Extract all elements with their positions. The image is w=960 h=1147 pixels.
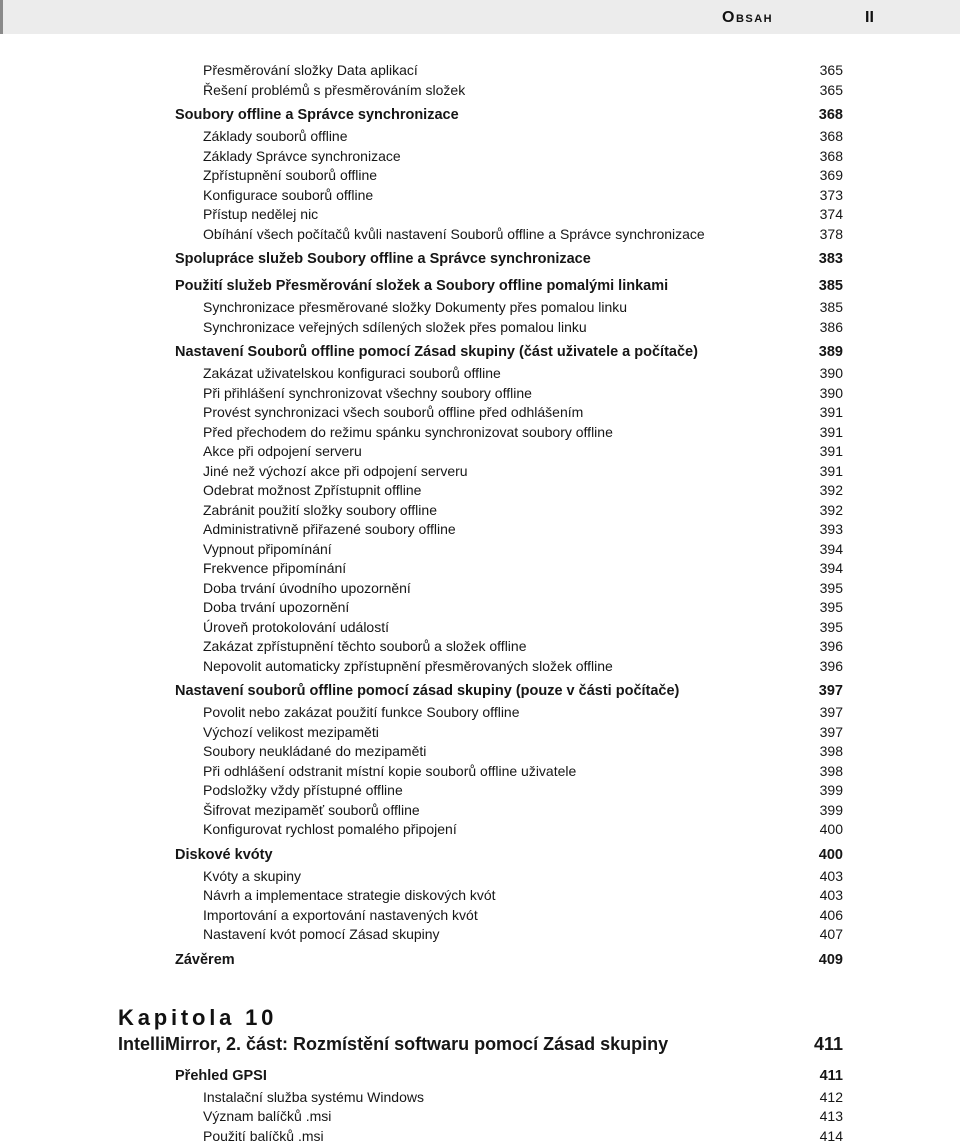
entry-title: Spolupráce služeb Soubory offline a Správce synchronizace	[175, 251, 591, 267]
toc-subsection-entry	[118, 1107, 843, 1127]
entry-title: Odebrat možnost Zpřístupnit offline	[203, 482, 422, 498]
toc-subsection-entry	[118, 147, 843, 167]
toc-subsection-entry	[118, 81, 843, 101]
entry-page-number: 398	[819, 762, 843, 779]
toc-subsection-entry	[118, 481, 843, 501]
toc-section-entry	[118, 104, 843, 127]
running-header-title: Obsah	[722, 9, 774, 26]
entry-title: Zakázat uživatelskou konfiguraci souborů offline	[203, 365, 501, 381]
entry-page-number: 394	[819, 560, 843, 576]
toc-subsection-entry	[118, 166, 843, 186]
entry-page-number: 391	[819, 404, 843, 420]
chapter-entries	[118, 1056, 843, 1146]
entry-page-number: 409	[818, 951, 843, 968]
entry-page-number: 396	[819, 638, 843, 654]
toc-subsection-entry	[118, 906, 843, 926]
toc-section-entry	[118, 949, 843, 972]
entry-title: Doba trvání upozornění	[203, 599, 350, 615]
entry-page-number: 403	[819, 887, 843, 903]
toc-subsection-entry	[118, 127, 843, 147]
entry-title: Administrativně přiřazené soubory offline	[203, 521, 456, 537]
entry-title: Konfigurovat rychlost pomalého připojení	[203, 821, 457, 837]
toc-subsection-entry	[118, 781, 843, 801]
entry-page-number: 395	[819, 579, 843, 596]
entry-title: Před přechodem do režimu spánku synchronizovat soubory offline	[203, 423, 613, 440]
entry-title: Základy souborů offline	[203, 128, 348, 144]
entry-title: Nastavení kvót pomocí Zásad skupiny	[203, 926, 440, 942]
toc-subsection-entry	[118, 186, 843, 206]
entry-title: Význam balíčků .msi	[203, 1108, 332, 1124]
toc-subsection-entry	[118, 442, 843, 462]
entry-page-number: 368	[818, 107, 843, 123]
entry-title: Úroveň protokolování událostí	[203, 618, 389, 635]
toc-subsection-entry	[118, 820, 843, 840]
entry-page-number: 391	[819, 443, 843, 459]
entry-title: Instalační služba systému Windows	[203, 1088, 424, 1105]
running-header-page-number: II	[865, 9, 874, 26]
toc-subsection-entry	[118, 298, 843, 318]
entry-title: Závěrem	[175, 951, 235, 968]
entry-page-number: 407	[819, 926, 843, 942]
entry-title: Návrh a implementace strategie diskových kvót	[203, 887, 496, 903]
toc-subsection-entry	[118, 318, 843, 338]
toc-subsection-entry	[118, 61, 843, 81]
entry-page-number: 397	[819, 723, 843, 740]
entry-title: Nastavení Souborů offline pomocí Zásad skupiny (část uživatele a počítače)	[175, 344, 698, 360]
entry-title: Synchronizace veřejných sdílených složek přes pomalou linku	[203, 318, 587, 335]
entry-page-number: 394	[819, 540, 843, 557]
entry-title: Akce při odpojení serveru	[203, 443, 362, 459]
entry-title: Soubory offline a Správce synchronizace	[175, 107, 459, 123]
toc-subsection-entry	[118, 703, 843, 723]
entry-title: Přehled GPSI	[175, 1067, 267, 1084]
entry-page-number: 395	[819, 618, 843, 635]
toc-section-entry	[118, 248, 843, 271]
toc-subsection-entry	[118, 762, 843, 782]
entry-page-number: 374	[819, 206, 843, 222]
entry-title: Nepovolit automaticky zpřístupnění přesměrovaných složek offline	[203, 657, 613, 674]
toc-subsection-entry	[118, 384, 843, 404]
toc-subsection-entry	[118, 801, 843, 821]
toc-section-entry	[118, 275, 843, 298]
entry-page-number: 373	[819, 186, 843, 203]
toc-subsection-entry	[118, 598, 843, 618]
entry-title: Doba trvání úvodního upozornění	[203, 579, 411, 596]
entry-page-number: 368	[819, 147, 843, 164]
entry-page-number: 369	[819, 167, 843, 183]
toc-subsection-entry	[118, 618, 843, 638]
entry-page-number: 383	[818, 251, 843, 267]
entry-title: Jiné než výchozí akce při odpojení serveru	[203, 462, 468, 479]
entry-title: Obíhání všech počítačů kvůli nastavení Souborů offline a Správce synchronizace	[203, 225, 705, 242]
entry-page-number: 365	[819, 62, 843, 78]
entry-page-number: 392	[819, 482, 843, 498]
toc-subsection-entry	[118, 423, 843, 443]
entry-page-number: 389	[818, 344, 843, 360]
entry-title: Kvóty a skupiny	[203, 867, 302, 884]
entry-page-number: 398	[819, 743, 843, 759]
toc-subsection-entry	[118, 657, 843, 677]
entry-page-number: 399	[819, 782, 843, 798]
toc-subsection-entry	[118, 579, 843, 599]
entry-title: Diskové kvóty	[175, 846, 273, 863]
toc-subsection-entry	[118, 225, 843, 245]
toc-subsection-entry	[118, 723, 843, 743]
entry-title: Importování a exportování nastavených kvót	[203, 906, 478, 923]
entry-title: Použití balíčků .msi	[203, 1127, 324, 1144]
entry-title: Řešení problémů s přesměrováním složek	[203, 81, 466, 98]
toc-subsection-entry	[118, 540, 843, 560]
toc-subsection-entry	[118, 1127, 843, 1147]
entry-title: Podsložky vždy přístupné offline	[203, 782, 403, 798]
entry-page-number: 393	[819, 521, 843, 537]
entry-page-number: 400	[819, 821, 843, 837]
entry-page-number: 378	[819, 225, 843, 242]
toc-subsection-entry	[118, 501, 843, 521]
entry-page-number: 390	[819, 384, 843, 401]
toc-subsection-entry	[118, 742, 843, 762]
entry-title: Provést synchronizaci všech souborů offline před odhlášením	[203, 404, 584, 420]
entry-title: Šifrovat mezipaměť souborů offline	[203, 801, 420, 818]
entry-page-number: 386	[819, 318, 843, 335]
toc-section-entry	[118, 844, 843, 867]
chapter-page-number: 411	[813, 1034, 843, 1054]
entry-page-number: 397	[818, 683, 843, 699]
entry-page-number: 391	[819, 462, 843, 479]
chapter-title: IntelliMirror, 2. část: Rozmístění softwaru pomocí Zásad skupiny	[118, 1034, 669, 1054]
toc-section-entry	[118, 680, 843, 703]
entry-page-number: 368	[819, 128, 843, 144]
entry-title: Při přihlášení synchronizovat všechny soubory offline	[203, 384, 532, 401]
entry-page-number: 397	[819, 704, 843, 720]
toc-subsection-entry	[118, 462, 843, 482]
toc-subsection-entry	[118, 637, 843, 657]
entry-page-number: 413	[819, 1108, 843, 1124]
toc-subsection-entry	[118, 867, 843, 887]
entry-page-number: 392	[819, 501, 843, 518]
toc-subsection-entry	[118, 925, 843, 945]
chapter-label: Kapitola 10	[118, 1005, 278, 1030]
chapter-block	[118, 1004, 843, 1146]
entry-page-number: 391	[819, 423, 843, 440]
entry-title: Synchronizace přesměrované složky Dokumenty přes pomalou linku	[203, 299, 628, 315]
entry-page-number: 412	[819, 1088, 843, 1105]
entry-title: Povolit nebo zakázat použití funkce Soubory offline	[203, 704, 520, 720]
entry-title: Přesměrování složky Data aplikací	[203, 62, 418, 78]
toc-subsection-entry	[118, 1088, 843, 1108]
entry-page-number: 390	[819, 365, 843, 381]
entry-page-number: 399	[819, 801, 843, 818]
entry-title: Základy Správce synchronizace	[203, 147, 401, 164]
entry-page-number: 414	[819, 1127, 843, 1144]
table-of-contents	[118, 61, 843, 972]
running-header	[0, 0, 960, 34]
toc-subsection-entry	[118, 364, 843, 384]
entry-page-number: 411	[819, 1067, 843, 1084]
entry-title: Frekvence připomínání	[203, 560, 347, 576]
entry-page-number: 400	[818, 846, 843, 863]
entry-title: Nastavení souborů offline pomocí zásad skupiny (pouze v části počítače)	[175, 683, 680, 699]
toc-subsection-entry	[118, 559, 843, 579]
entry-page-number: 385	[819, 299, 843, 315]
entry-title: Přístup nedělej nic	[203, 206, 319, 222]
entry-page-number: 365	[819, 81, 843, 98]
entry-title: Konfigurace souborů offline	[203, 186, 374, 203]
toc-subsection-entry	[118, 520, 843, 540]
entry-page-number: 406	[819, 906, 843, 923]
toc-subsection-entry	[118, 403, 843, 423]
entry-title: Výchozí velikost mezipaměti	[203, 723, 379, 740]
entry-title: Zpřístupnění souborů offline	[203, 167, 378, 183]
entry-page-number: 385	[818, 278, 843, 294]
entry-title: Vypnout připomínání	[203, 540, 332, 557]
toc-section-entry	[118, 1065, 843, 1088]
entry-page-number: 403	[819, 867, 843, 884]
toc-subsection-entry	[118, 205, 843, 225]
entry-page-number: 396	[819, 657, 843, 674]
entry-page-number: 395	[819, 599, 843, 615]
entry-title: Při odhlášení odstranit místní kopie souborů offline uživatele	[203, 762, 577, 779]
entry-title: Zabránit použití složky soubory offline	[203, 501, 437, 518]
toc-section-entry	[118, 341, 843, 364]
entry-title: Soubory neukládané do mezipaměti	[203, 743, 427, 759]
entry-title: Použití služeb Přesměrování složek a Soubory offline pomalými linkami	[175, 278, 669, 294]
entry-title: Zakázat zpřístupnění těchto souborů a složek offline	[203, 638, 527, 654]
chapter-heading	[118, 1032, 843, 1056]
toc-subsection-entry	[118, 886, 843, 906]
